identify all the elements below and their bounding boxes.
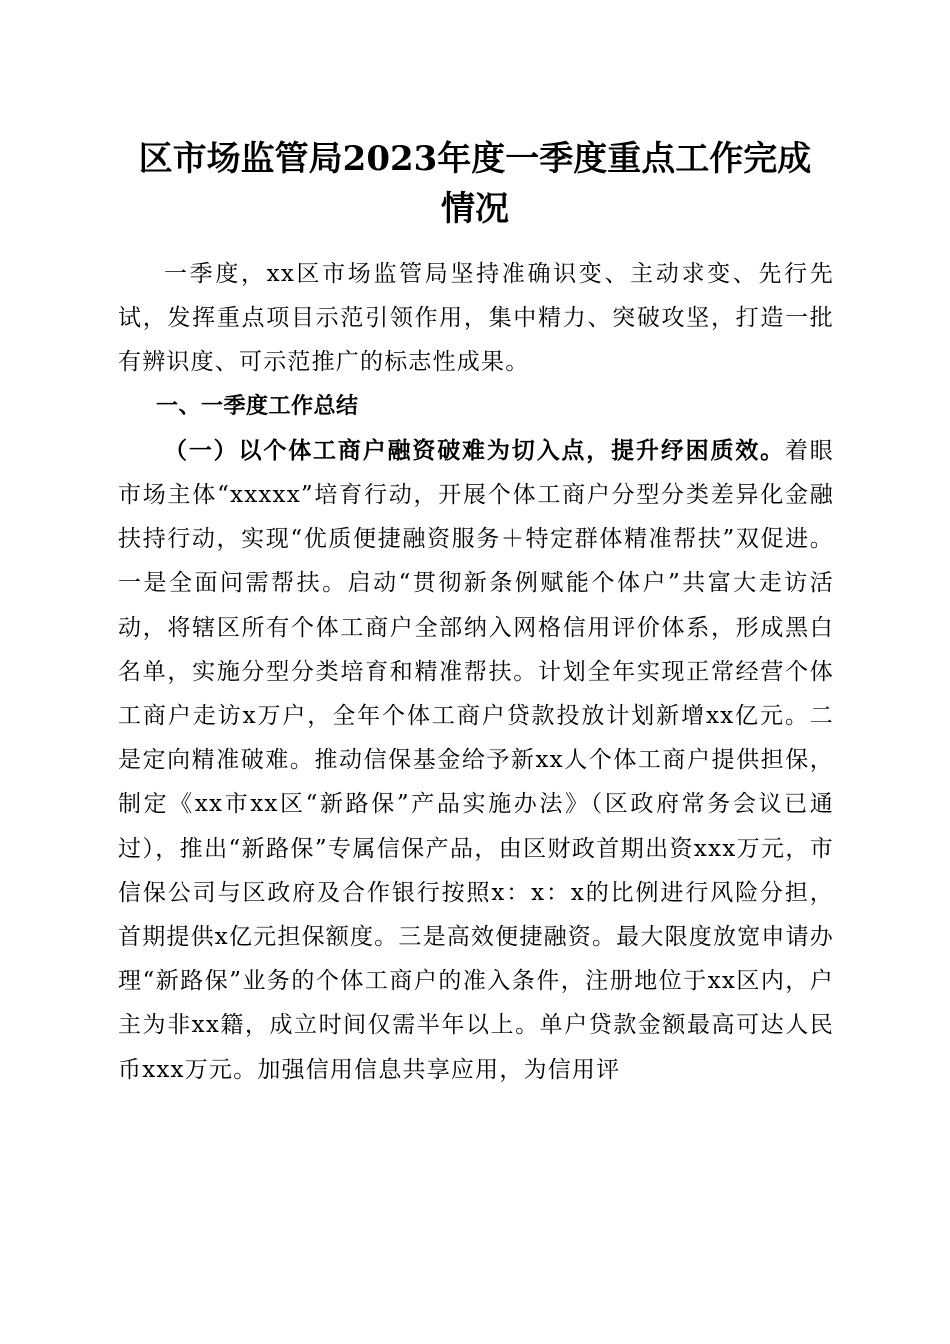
section-paragraph xyxy=(118,429,834,1092)
sub-heading: （一）以个体工商户融资破难为切入点，提升纾困质效。 xyxy=(164,436,785,464)
document-body xyxy=(118,252,834,1092)
document-title xyxy=(110,134,840,234)
sub-body: 着眼市场主体“xxxxx”培育行动，开展个体工商户分型分类差异化金融扶持行动，实现“优质便捷融资服务＋特定群体精准帮扶”双促进。一是全面问需帮扶。启动“贯彻新条例赋能个体户”共富大走访活动，将辖区所有个体工商户全部纳入网格信用评价体系，形成黑白名单，实施分型分类培育和精准帮扶。计划全年实现正常经营个体工商户走访x万户，全年个体工商户贷款投放计划新增xx亿元。二是定向精准破难。推动信保基金给予新xx人个体工商户提供担保，制定《xx市xx区“新路保”产品实施办法》（区政府常务会议已通过），推出“新路保”专属信保产品，由区财政首期出资xxx万元，市信保公司与区政府及合作银行按照x：x：x的比例进行风险分担，首期提供x亿元担保额度。三是高效便捷融资。最大限度放宽申请办理“新路保”业务的个体工商户的准入条件，注册地位于xx区内，户主为非xx籍，成立时间仅需半年以上。单户贷款金额最高可达人民币xxx万元。加强信用信息共享应用，为信用评 xyxy=(118,437,835,1083)
section-heading: 一、一季度工作总结 xyxy=(156,393,359,419)
title-line-2: 情况 xyxy=(441,189,509,229)
title-line-1: 区市场监管局2023年度一季度重点工作完成 xyxy=(138,139,812,179)
intro-paragraph: 一季度，xx区市场监管局坚持准确识变、主动求变、先行先试，发挥重点项目示范引领作用，集中精力、突破攻坚，打造一批有辨识度、可示范推广的标志性成果。 xyxy=(118,261,834,376)
